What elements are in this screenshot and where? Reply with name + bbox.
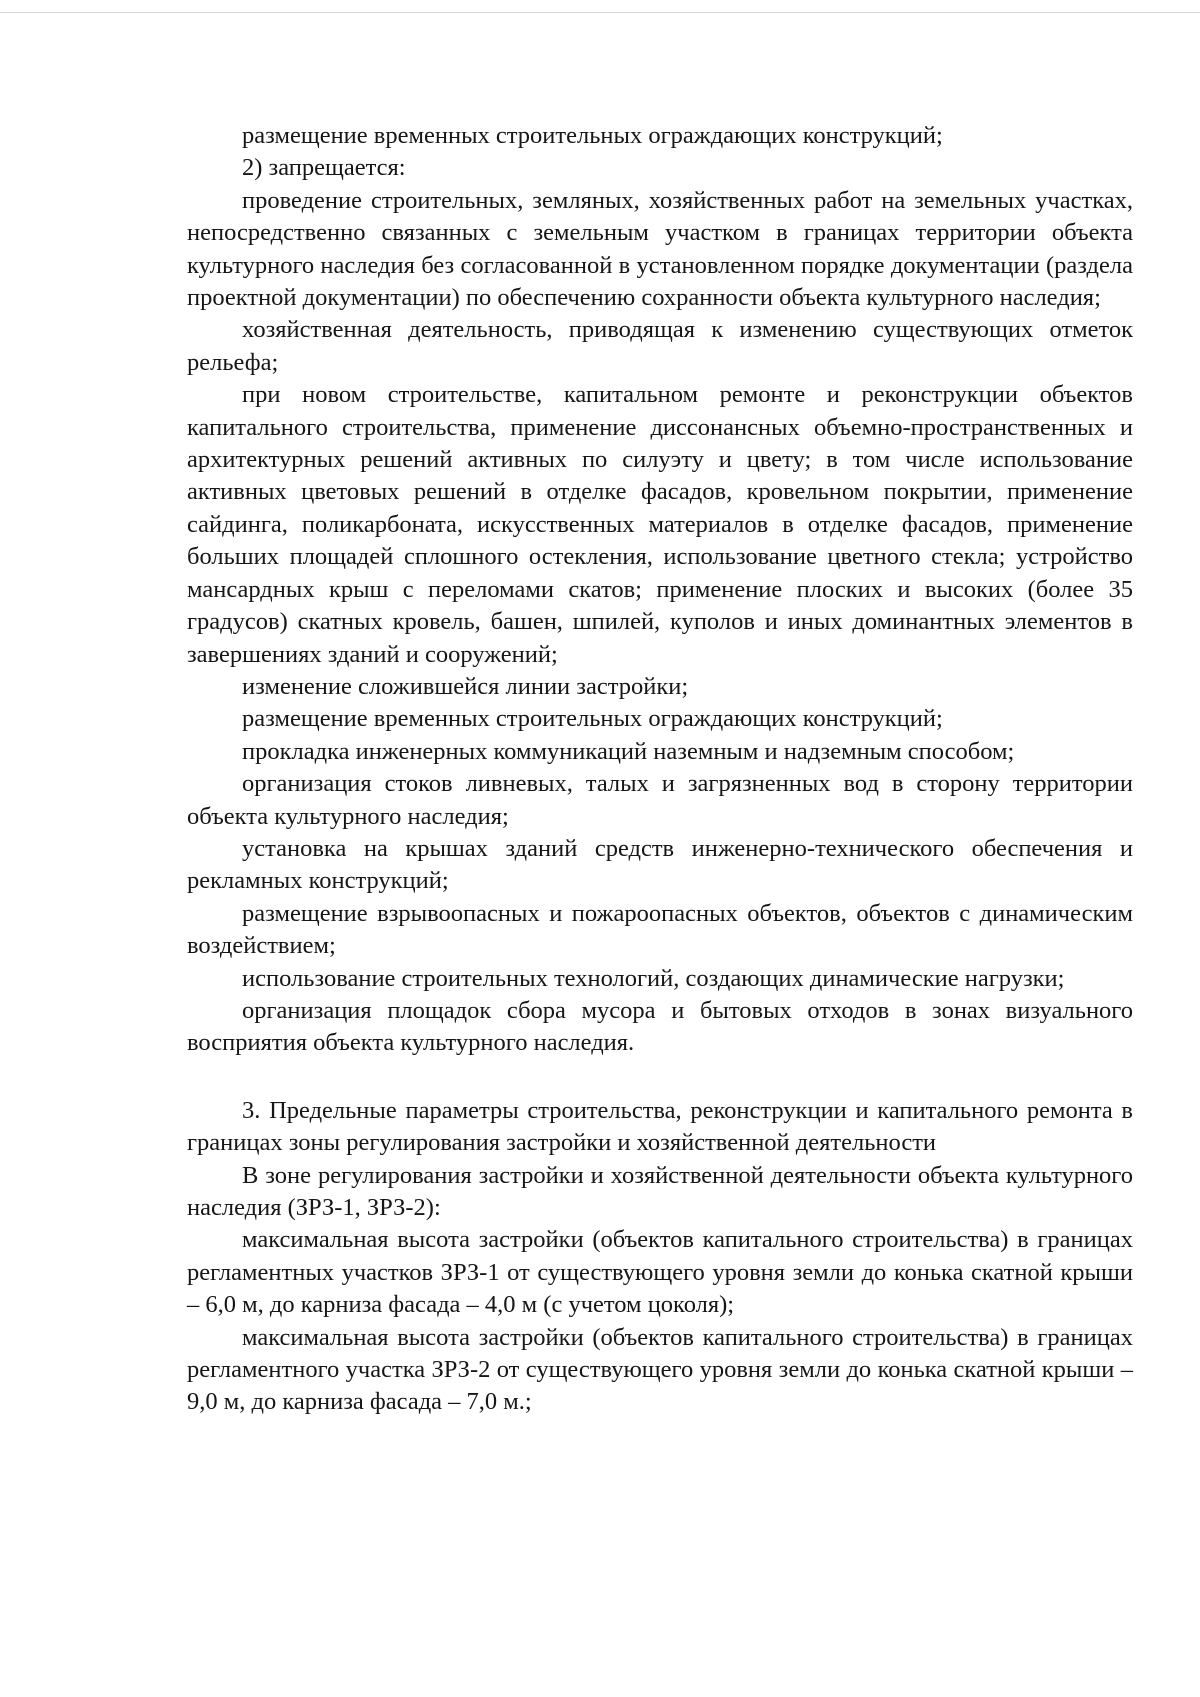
paragraph: размещение взрывоопасных и пожароопасных объектов, объектов с динамическим воздействием; xyxy=(187,899,1133,960)
paragraph: размещение временных строительных ограждающих конструкций; xyxy=(242,705,943,733)
paragraph: максимальная высота застройки (объектов капитального строительства) в границах регламентных участков ЗРЗ-1 от существующего уровня земли до конька скатной крыши – 6,0 м, до карниза фасада – 4,0 м (с учетом цоколя); xyxy=(187,1226,1133,1319)
paragraph: организация площадок сбора мусора и бытовых отходов в зонах визуального восприятия объекта культурного наследия. xyxy=(187,996,1133,1057)
paragraph: при новом строительстве, капитальном ремонте и реконструкции объектов капитального строительства, применение диссонансных объемно-пространственных и архитектурных решений активных по силуэту и цвету; в том числе использование активных цветовых решений в отделке фасадов, кровельном покрытии, применение сайдинга, поликарбоната, искусственных материалов в отделке фасадов, применение больших площадей сплошного остекления, использование цветного стекла; устройство мансардных крыш с переломами скатов; применение плоских и высоких (более 35 градусов) скатных кровель, башен, шпилей, куполов и иных доминантных элементов в завершениях зданий и сооружений; xyxy=(187,381,1133,668)
paragraph: проведение строительных, земляных, хозяйственных работ на земельных участках, непосредственно связанных с земельным участком в границах территории объекта культурного наследия без согласованной в установленном порядке документации (раздела проектной документации) по обеспечению сохранности объекта культурного наследия; xyxy=(187,186,1133,312)
paragraph: установка на крышах зданий средств инженерно-технического обеспечения и рекламных конструкций; xyxy=(187,834,1133,895)
paragraph: организация стоков ливневых, талых и загрязненных вод в сторону территории объекта культурного наследия; xyxy=(187,770,1133,830)
paragraph: прокладка инженерных коммуникаций наземным и надземным способом; xyxy=(242,737,1015,765)
paragraph: 2) запрещается: xyxy=(242,154,406,182)
section-heading: 3. Предельные параметры строительства, реконструкции и капитального ремонта в границах зоны регулирования застройки и хозяйственной деятельности xyxy=(187,1096,1133,1157)
paragraph: В зоне регулирования застройки и хозяйственной деятельности объекта культурного наследия (ЗРЗ-1, ЗРЗ-2): xyxy=(187,1161,1133,1221)
paragraph: использование строительных технологий, создающих динамические нагрузки; xyxy=(242,964,1065,992)
scan-top-edge xyxy=(0,12,1200,13)
paragraph: хозяйственная деятельность, приводящая к изменению существующих отметок рельефа; xyxy=(187,316,1133,376)
paragraph: размещение временных строительных ограждающих конструкций; xyxy=(242,122,943,149)
paragraph: изменение сложившейся линии застройки; xyxy=(242,672,689,700)
paragraph: максимальная высота застройки (объектов капитального строительства) в границах регламентного участка ЗРЗ-2 от существующего уровня земли до конька скатной крыши – 9,0 м, до карниза фасада – 7,0 м.; xyxy=(187,1323,1133,1416)
document-body xyxy=(187,120,1133,1419)
